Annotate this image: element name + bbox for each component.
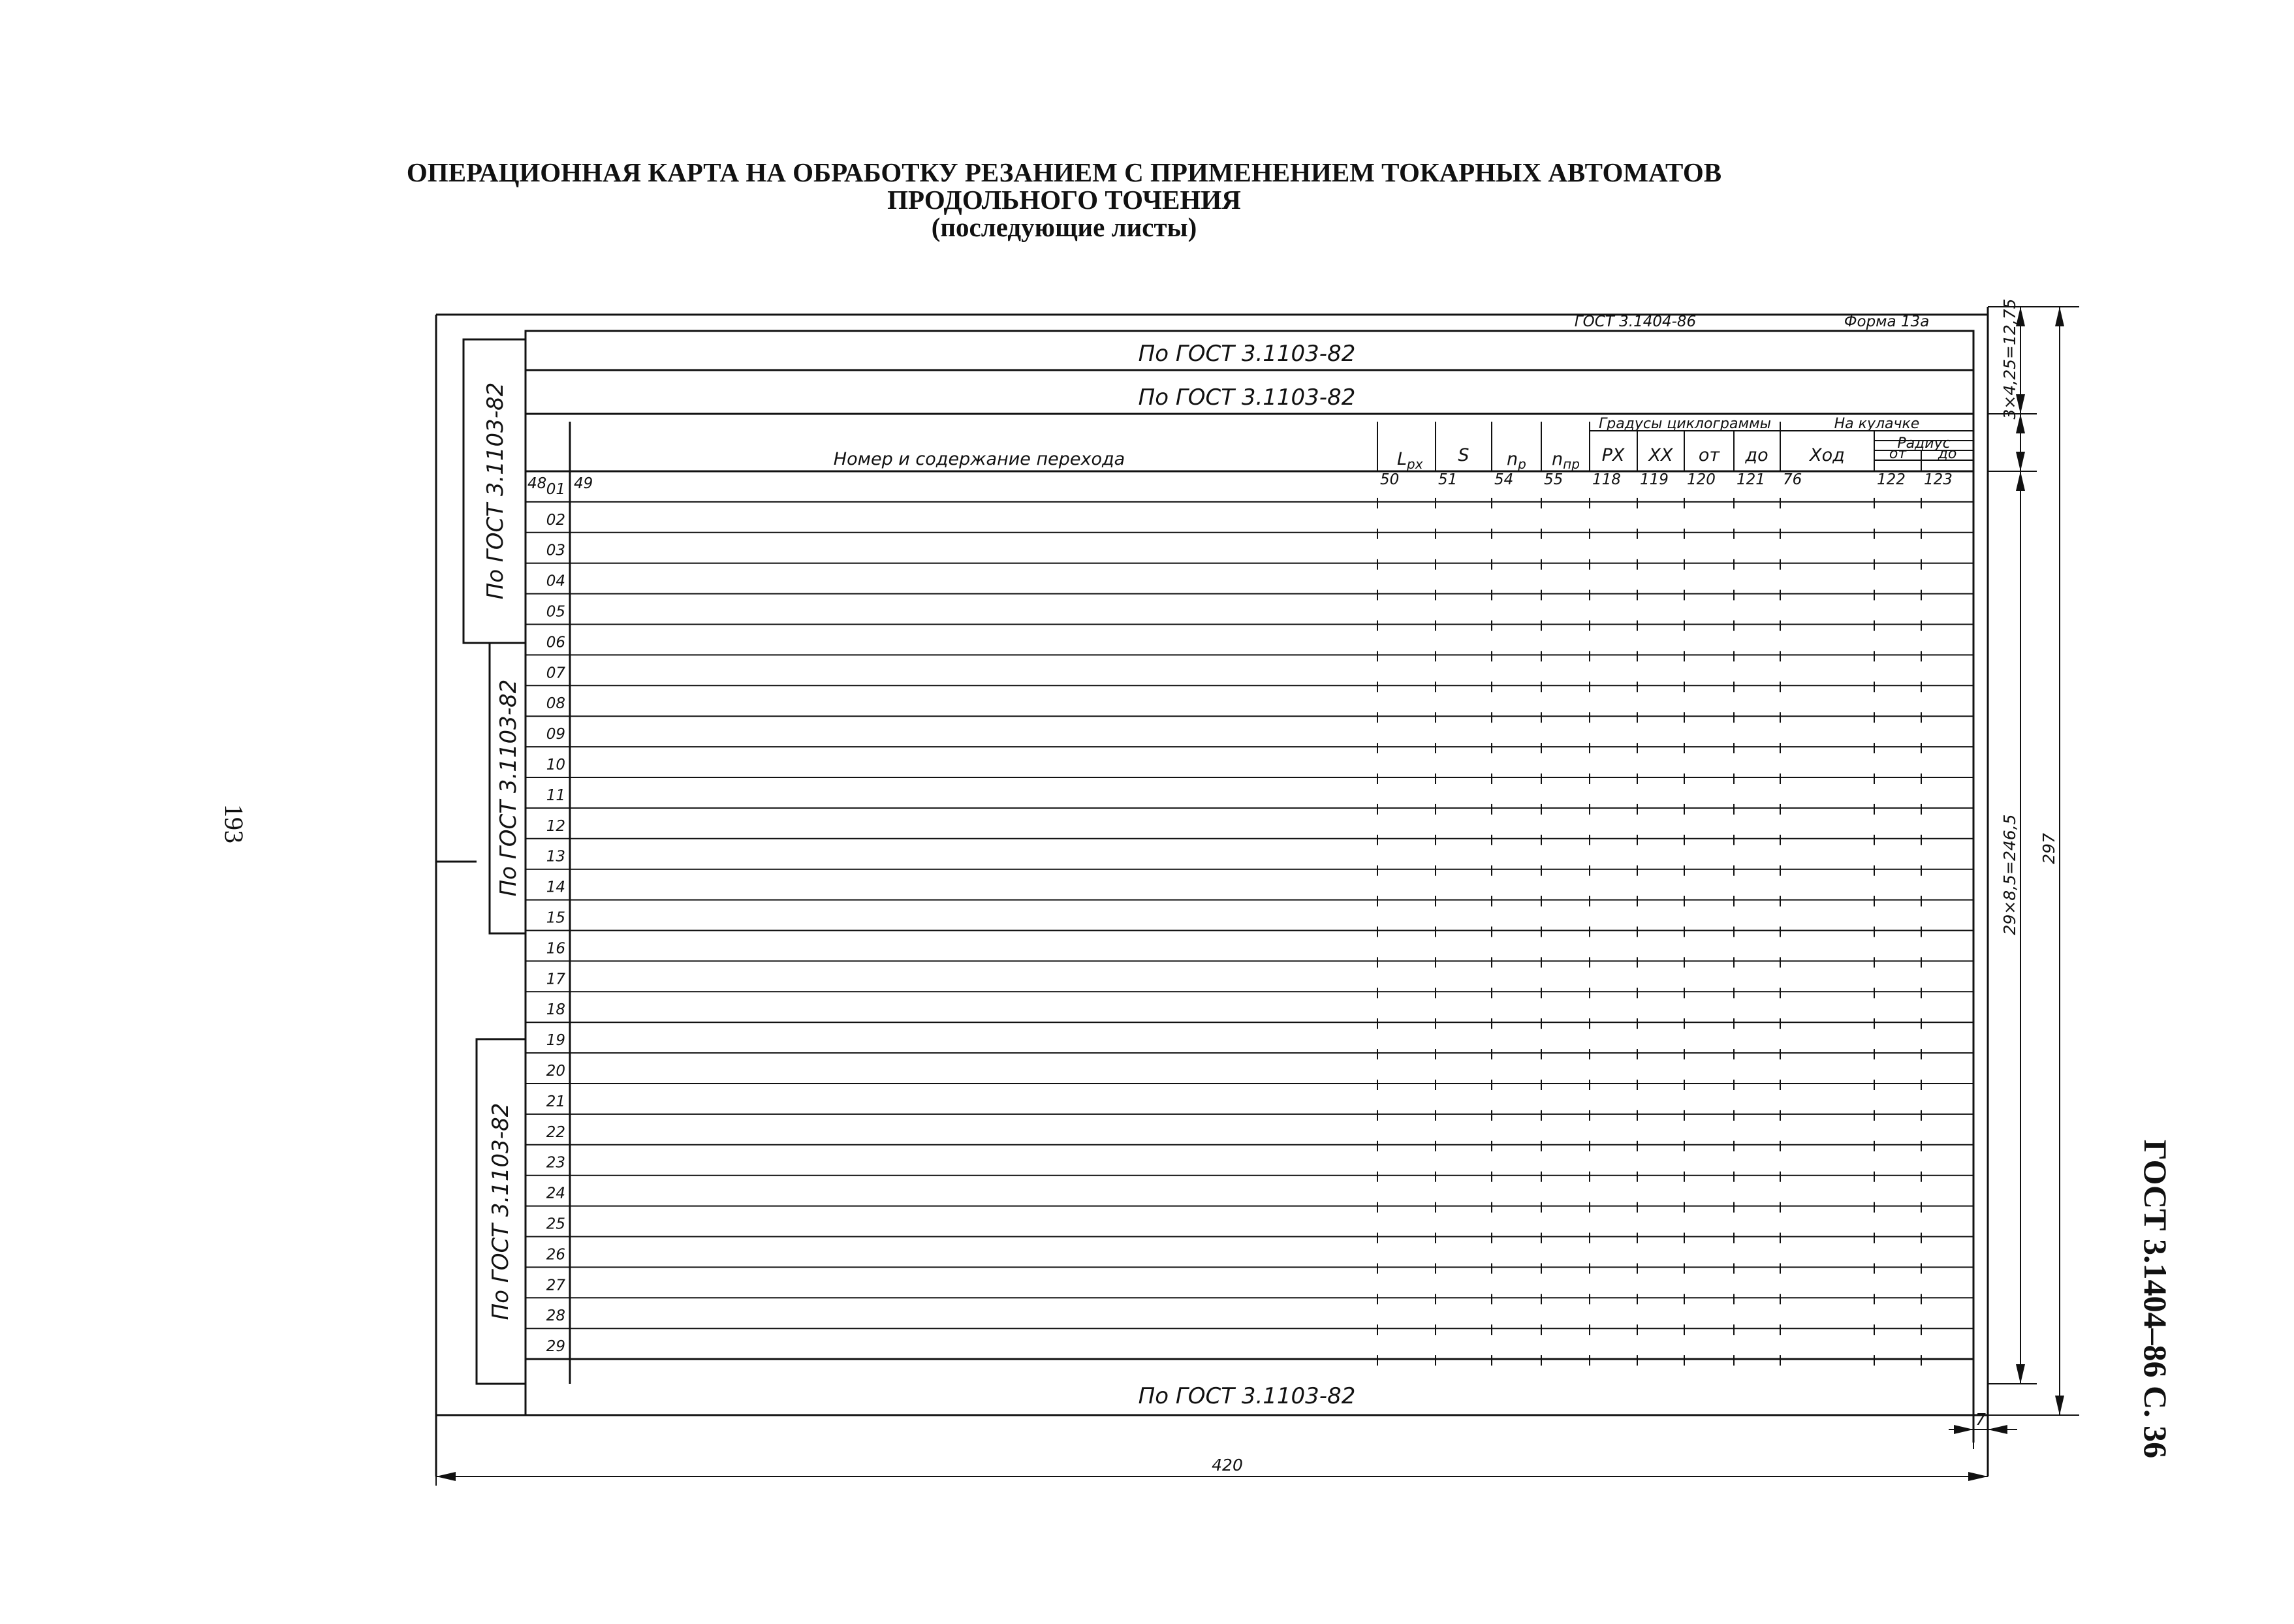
field-55: 55	[1544, 471, 1563, 488]
table-row	[526, 726, 1973, 753]
left-label-2: По ГОСТ 3.1103-82	[495, 679, 522, 897]
row-number: 05	[546, 603, 565, 621]
row-number: 23	[546, 1154, 565, 1172]
dimension-lines	[436, 307, 2079, 1486]
table-row	[526, 879, 1973, 907]
footer-label: По ГОСТ 3.1103-82	[1138, 1383, 1356, 1409]
col-xx: ХХ	[1648, 445, 1673, 465]
col-group-degrees: Градусы циклограммы	[1598, 416, 1772, 432]
col-np: $n_p$	[1507, 449, 1526, 472]
row-number: 16	[546, 940, 565, 958]
gost-side-label: ГОСТ 3.1404–86 С. 36	[2137, 1139, 2174, 1459]
table-row	[526, 1338, 1973, 1366]
left-label-1: По ГОСТ 3.1103-82	[482, 382, 509, 600]
table-row	[526, 634, 1973, 661]
row-number: 28	[546, 1307, 565, 1325]
dim-height: 297	[2039, 833, 2058, 864]
col-hod: Ход	[1810, 445, 1845, 465]
field-76: 76	[1783, 471, 1802, 488]
col-radius: Радиус	[1897, 435, 1951, 452]
row-number: 29	[546, 1338, 565, 1356]
form-label: Форма 13а	[1844, 313, 1930, 330]
field-121: 121	[1736, 471, 1765, 488]
row-number: 12	[546, 817, 565, 835]
dim-margin: 7	[1975, 1410, 1986, 1429]
dim-width: 420	[1212, 1456, 1243, 1475]
col-s: S	[1458, 445, 1469, 465]
row-number: 02	[546, 511, 565, 529]
dim-rows: 29×8,5=246,5	[2000, 814, 2019, 935]
field-123: 123	[1924, 471, 1953, 488]
table-row	[526, 971, 1973, 998]
table-row	[526, 1093, 1973, 1121]
table-row	[526, 1277, 1973, 1304]
header-row-2: По ГОСТ 3.1103-82	[1138, 384, 1356, 411]
col-radius-ot: от	[1889, 446, 1907, 462]
field-50: 50	[1380, 471, 1400, 488]
row-number: 01	[546, 480, 565, 498]
dim-top-strip: 3×4,25=12,75	[2000, 298, 2019, 420]
col-transition: Номер и содержание перехода	[833, 449, 1125, 469]
field-120: 120	[1687, 471, 1716, 488]
row-number: 20	[546, 1063, 565, 1080]
col-ot: от	[1698, 445, 1720, 465]
row-number: 10	[546, 757, 565, 773]
row-number: 04	[546, 572, 565, 590]
table-row	[526, 818, 1973, 845]
row-number: 07	[546, 664, 565, 682]
row-number: 09	[546, 726, 565, 743]
table-row	[526, 664, 1973, 692]
row-number: 24	[546, 1185, 565, 1202]
row-number: 21	[546, 1093, 565, 1110]
field-51: 51	[1438, 471, 1458, 488]
field-118: 118	[1592, 471, 1621, 488]
row-number: 19	[546, 1032, 565, 1050]
row-number: 14	[546, 879, 565, 896]
row-number: 08	[546, 695, 565, 713]
row-number: 26	[546, 1246, 565, 1264]
table-row	[526, 1185, 1973, 1213]
col-px: РХ	[1601, 445, 1625, 465]
field-54: 54	[1494, 471, 1514, 488]
dimension-arrows	[436, 307, 2064, 1481]
field-48: 48	[527, 475, 547, 492]
col-radius-do: до	[1938, 446, 1957, 462]
col-npp: $n_{пр}$	[1552, 449, 1580, 472]
title-line-2: ПРОДОЛЬНОГО ТОЧЕНИЯ	[887, 185, 1241, 215]
row-number: 22	[546, 1123, 565, 1141]
table-row	[526, 1063, 1973, 1090]
table-rows	[526, 481, 1973, 1366]
row-number: 15	[546, 909, 565, 927]
table-row	[526, 1124, 1973, 1151]
standard-label: ГОСТ 3.1404-86	[1574, 313, 1697, 330]
table-row	[526, 1246, 1973, 1273]
table-row	[526, 695, 1973, 723]
table-row	[526, 940, 1973, 967]
row-number: 18	[546, 1001, 565, 1019]
row-number: 11	[546, 787, 565, 804]
row-number: 17	[546, 971, 565, 988]
table-row	[526, 1155, 1973, 1182]
field-119: 119	[1640, 471, 1669, 488]
table-row	[526, 757, 1973, 784]
table-row	[526, 542, 1973, 570]
table-row	[526, 604, 1973, 631]
col-do: до	[1745, 445, 1768, 465]
title-line-3: (последующие листы)	[931, 212, 1197, 242]
row-number: 03	[546, 542, 565, 559]
table-row	[526, 1307, 1973, 1335]
table-row	[526, 1032, 1973, 1059]
left-label-3: По ГОСТ 3.1103-82	[488, 1102, 514, 1320]
header-row-1: По ГОСТ 3.1103-82	[1138, 341, 1356, 367]
field-122: 122	[1877, 471, 1906, 488]
col-lpx: $L_{px}$	[1397, 449, 1423, 472]
row-number: 13	[546, 848, 565, 866]
table-row	[526, 910, 1973, 937]
row-number: 27	[546, 1277, 565, 1294]
col-group-cam: На кулачке	[1834, 416, 1920, 432]
title-line-1: ОПЕРАЦИОННАЯ КАРТА НА ОБРАБОТКУ РЕЗАНИЕМ С ПРИМЕНЕНИЕМ ТОКАРНЫХ АВТОМАТОВ	[406, 157, 1722, 187]
table-row	[526, 1216, 1973, 1243]
row-number: 25	[546, 1215, 565, 1233]
table-row	[526, 573, 1973, 601]
page-number: 193	[219, 804, 249, 843]
table-row	[526, 512, 1973, 539]
table-row	[526, 1001, 1973, 1029]
table-row	[526, 787, 1973, 815]
table-row	[526, 849, 1973, 876]
field-49: 49	[574, 475, 593, 492]
row-number: 06	[546, 634, 565, 651]
